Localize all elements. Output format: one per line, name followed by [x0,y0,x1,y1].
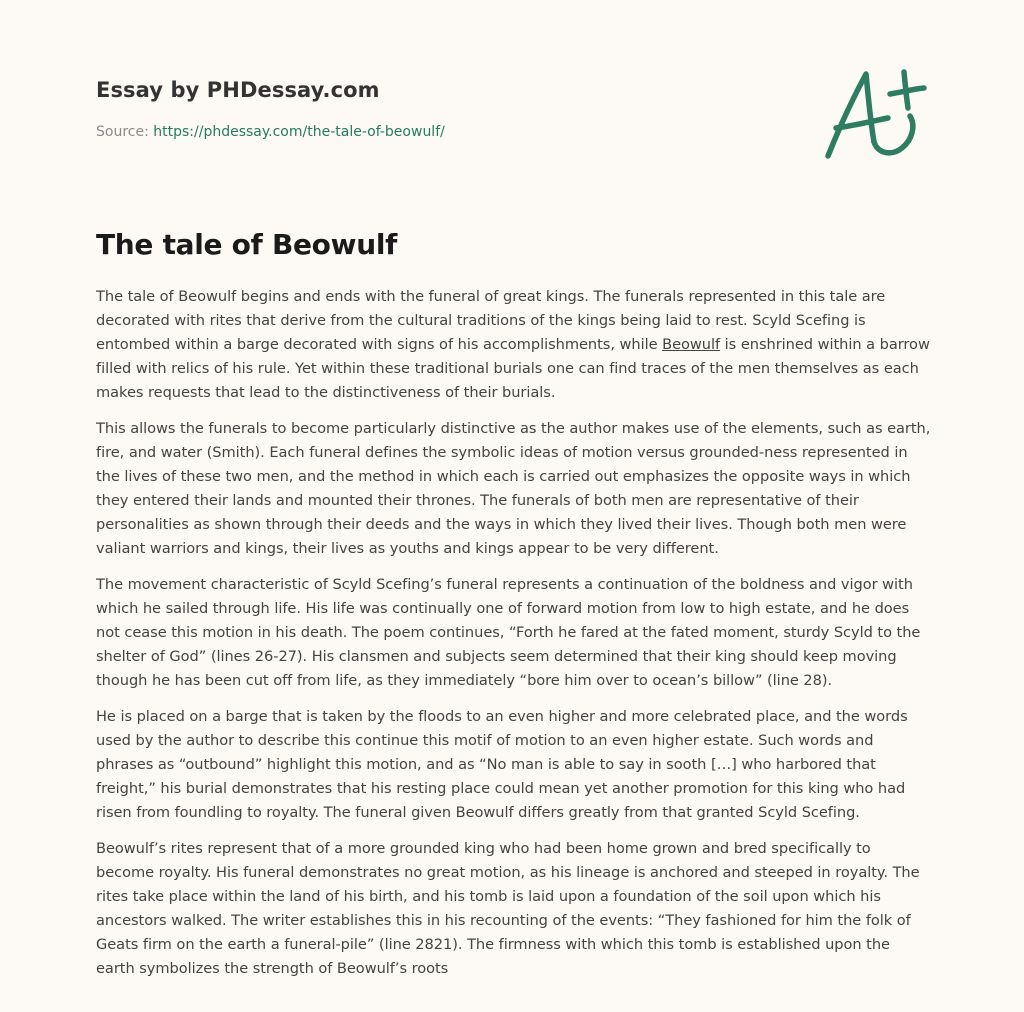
paragraph-3: The movement characteristic of Scyld Scefing’s funeral represents a continuation of the boldness and vigor with which he sailed through life. His life was continually one of forward motion from low to high estate, and he does not cease this motion in his death. The poem continues, “Forth he fared at the fated moment, sturdy Scyld to the shelter of God” (lines 26-27). His clansmen and subjects seem determined that their king should keep moving though he has been cut off from life, as they immediately “bore him over to ocean’s billow” (line 28). [96,576,921,689]
article-body [96,285,932,993]
source-line [96,122,936,142]
site-title: Essay by PHDessay.com [96,78,380,102]
paragraph-2: This allows the funerals to become particularly distinctive as the author makes use of the elements, such as earth, fire, and water (Smith). Each funeral defines the symbolic ideas of motion versus grounded-ness represented in the lives of these two men, and the method in which each is carried out emphasizes the opposite ways in which they entered their lands and mounted their thrones. The funerals of both men are representative of their personalities as shown through their deeds and the ways in which they lived their lives. Though both men were valiant warriors and kings, their lives as youths and kings appear to be very different. [96,420,931,557]
beowulf-link[interactable]: Beowulf [662,336,721,353]
source-label: Source: [96,124,149,140]
paragraph-1-text-b: is enshrined within a barrow filled with relics of his rule. Yet within these traditional burials one can find traces of the men themselves as each makes requests that lead to the distinctiveness of their burials. [96,336,930,401]
paragraph-1-text-a: The tale of Beowulf begins and ends with the funeral of great kings. The funerals represented in this tale are decorated with rites that derive from the cultural traditions of the kings being laid to rest. Scyld Scefing is entombed within a barge decorated with signs of his accomplishments, while [96,288,886,353]
page-header [96,74,936,142]
paragraph-4: He is placed on a barge that is taken by the floods to an even higher and more celebrated place, and the words used by the author to describe this continue this motif of motion to an even higher estate. Such words and phrases as “outbound” highlight this motion, and as “No man is able to say in sooth […] who harbored that freight,” his burial demonstrates that his resting place could mean yet another promotion for this king who had risen from foundling to royalty. The funeral given Beowulf differs greatly from that granted Scyld Scefing. [96,708,908,821]
a-plus-grade-icon [818,64,934,168]
article-title: The tale of Beowulf [96,228,398,261]
source-link[interactable]: https://phdessay.com/the-tale-of-beowulf/ [153,124,445,140]
paragraph-1 [96,285,932,405]
paragraph-5: Beowulf’s rites represent that of a more grounded king who had been home grown and bred specifically to become royalty. His funeral demonstrates no great motion, as his lineage is anchored and steeped in royalty. The rites take place within the land of his birth, and his tomb is laid upon a foundation of the soil upon which his ancestors walked. The writer establishes this in his recounting of the events: “They fashioned for him the folk of Geats firm on the earth a funeral-pile” (line 2821). The firmness with which this tomb is established upon the earth symbolizes the strength of Beowulf’s roots [96,840,920,977]
